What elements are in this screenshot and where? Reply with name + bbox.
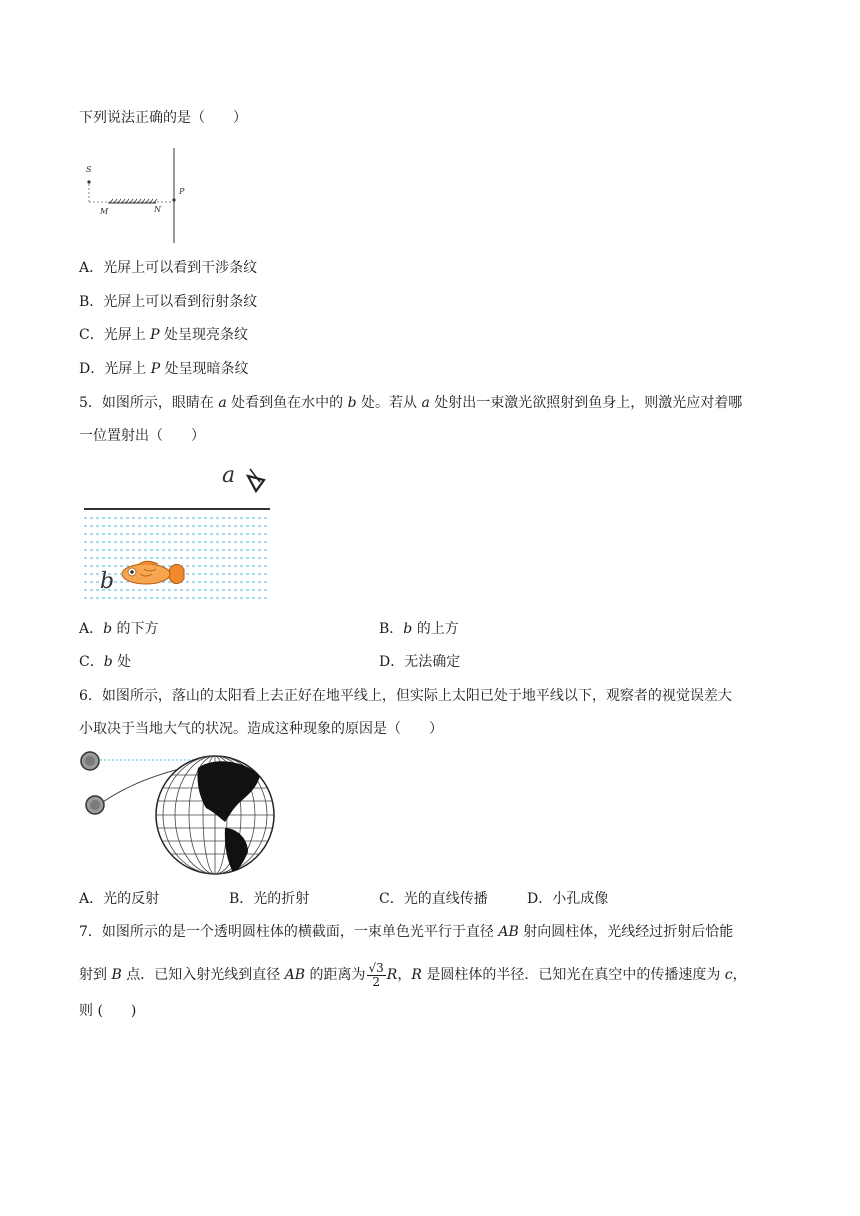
earth-globe-icon (156, 754, 274, 874)
q6-option-b: B．光的折射 (229, 891, 310, 907)
point-p-label: P (179, 187, 185, 196)
fish-icon (122, 561, 184, 584)
apparent-sun-icon (81, 752, 99, 770)
q4-option-a: A．光屏上可以看到干涉条纹 (79, 260, 258, 276)
q4-option-d: D．光屏上 P 处呈现暗条纹 (79, 361, 249, 377)
q6-figure (78, 748, 278, 878)
source-s-label: S (86, 165, 92, 174)
q6-stem-line2: 小取决于当地大气的状况。造成这种现象的原因是（ ） (79, 721, 443, 737)
q7-stem-line2: 射到 B 点．已知入射光线到直径 AB 的距离为 $\frac{√3}{2}$ R，R 是圆柱体的半径．已知光在真空中的传播速度为 c， (79, 960, 747, 989)
source-s-dot (87, 180, 90, 183)
q4-stem: 下列说法正确的是（ ） (79, 110, 247, 126)
eye-position-a-label: a (222, 463, 236, 488)
mirror-n-label: N (154, 205, 161, 214)
q5-figure (80, 458, 275, 603)
q5-option-c: C．b 处 (79, 654, 132, 670)
q5-option-a: A．b 的下方 (79, 621, 159, 637)
mirror-m-label: M (100, 207, 109, 216)
q6-option-c: C．光的直线传播 (379, 891, 488, 907)
q6-option-a: A．光的反射 (79, 891, 160, 907)
q5-stem-line2: 一位置射出（ ） (79, 428, 205, 444)
q5-stem-line1: 5．如图所示，眼睛在 a 处看到鱼在水中的 b 处。若从 a 处射出一束激光欲照射到鱼身上，则激光应对着哪 (79, 395, 743, 411)
q5-option-d: D．无法确定 (379, 654, 461, 670)
point-p-dot (172, 198, 175, 201)
q4-option-c: C．光屏上 P 处呈现亮条纹 (79, 327, 249, 343)
sqrt3-over-2-fraction: $\frac{√3}{2}$ (368, 960, 384, 989)
q4-figure (78, 144, 198, 246)
q4-option-b: B．光屏上可以看到衍射条纹 (79, 294, 258, 310)
fish-position-b-label: b (100, 569, 115, 594)
q6-option-d: D．小孔成像 (527, 891, 609, 907)
q6-stem-line1: 6．如图所示，落山的太阳看上去正好在地平线上，但实际上太阳已处于地平线以下，观察者的视觉误差大 (79, 688, 732, 704)
eye-icon (248, 469, 264, 491)
q7-stem-line3: 则 ( ) (79, 1003, 137, 1019)
q5-option-b: B．b 的上方 (379, 621, 459, 637)
actual-sun-icon (86, 796, 104, 814)
q7-stem-line1: 7．如图所示的是一个透明圆柱体的横截面，一束单色光平行于直径 AB 射向圆柱体，光线经过折射后恰能 (79, 924, 734, 940)
